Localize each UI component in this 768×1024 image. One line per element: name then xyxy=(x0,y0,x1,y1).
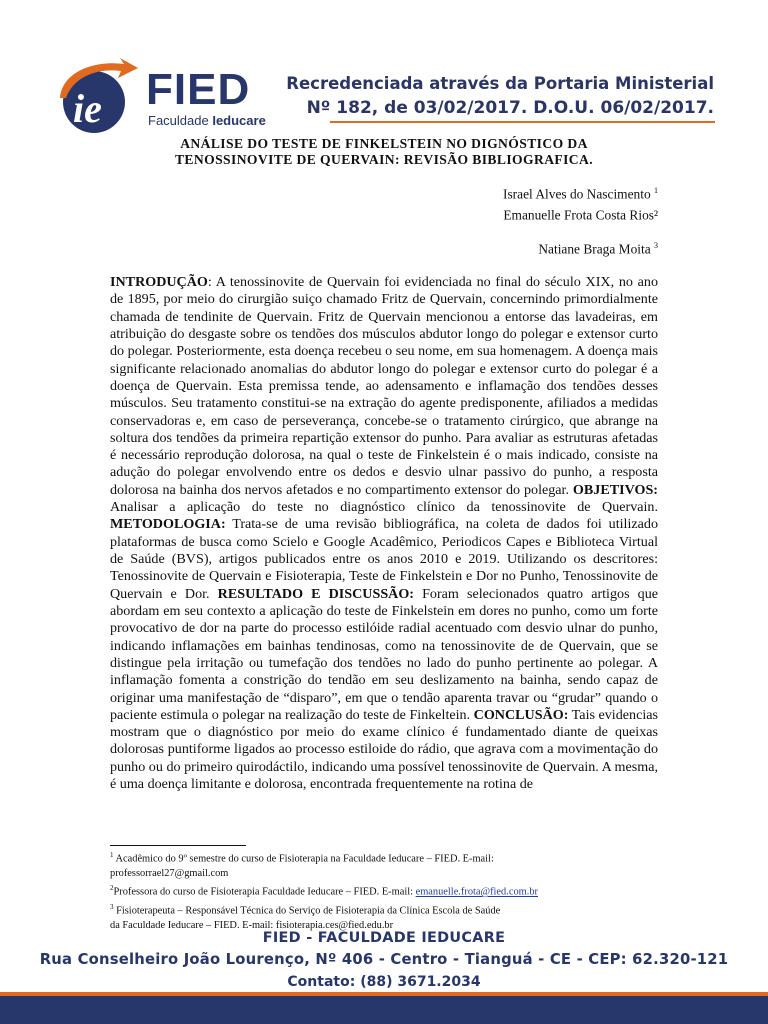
section-text-introducao: : A tenossinovite de Quervain foi evidenciada no final do século XIX, no ano de 1895, por meio do cirurgião suiço chamado Fritz de Quervain, concernindo primordialmente chamada de tendinite de Quervain. Fritz de Quervain mencionou a entorse das lavadeiras, em atribuição do desgaste sobre os tendões dos músculos abdutor longo do polegar e extensor curto do polegar. Posteriormente, esta doença recebeu o seu nome, em sua homenagem. A doença mais significante relacionado anomalias do abdutor longo do polegar e extensor curto do polegar é a doença de Quervain. Esta premissa tende, ao adensamento e inflamação dos tendões desses músculos. Seu tratamento constitui-se na extração do agente predisponente, afiliados a medidas conservadoras e, em caso de perseverança, concebe-se o tratamento cirúrgico, que abrange na soltura dos tendões da primeira repartição extensor do punho. Para avaliar as estruturas afetadas é necessário reprodução dolorosa, na qual o teste de Finkelstein é o mais indicado, consiste na adução do polegar envolvendo entre os dedos e desvio ulnar passivo do punho, a resposta dolorosa na bainha dos nervos afetados e no compartimento extensor do polegar. xyxy=(110,274,658,498)
logo-subtitle xyxy=(148,114,266,127)
section-heading-introducao: INTRODUÇÃO xyxy=(110,274,208,290)
section-heading-conclusao: CONCLUSÃO: xyxy=(473,706,569,723)
footnote-1-email: professorrael27@gmail.com xyxy=(110,867,229,879)
author-name: Israel Alves do Nascimento xyxy=(503,186,654,202)
abstract-body xyxy=(110,274,658,793)
header-divider xyxy=(330,121,715,123)
footer-contact: Contato: (88) 3671.2034 xyxy=(287,974,481,990)
footnotes xyxy=(110,848,670,933)
logo-subtitle-bold: Ieducare xyxy=(212,113,266,128)
fied-logo xyxy=(54,58,274,138)
footnote-3 xyxy=(110,900,670,919)
section-text-conclusao: Tais evidencias mostram que o diagnóstico por meio do exame clínico é fundamentado diante de queixas dolorosas puntiforme ligados ao processo estiloide do rádio, que agrava com a movimentação do punho ou do primeiro quirodáctilo, indicando uma possível tenossinovite de Quervain. A mesma, é uma doença limitante e dolorosa, encontrada frequentemente na rotina de xyxy=(110,706,658,793)
section-text-resultado: Foram selecionados quatro artigos que abordam em seu contexto a aplicação do teste de Finkelstein em dores no punho, como um forte provocativo de dor na parte do processo estilóide radial acentuado com desvio ulnar do punho, indicando inflamações em bainhas tendinosas, como na tenossinovite de de Quervain, que se distingue pela irritação ou tumefação dos tendões no lado do punho pertinente ao polegar. A inflamação fomenta a constrição do tendão em seu deslizamento na bainha, sendo capaz de originar uma manifestação de “disparo”, em que o tendão aparenta travar ou “grudar” quando o paciente estimula o polegar na realização do teste de Finkeltein. xyxy=(110,585,658,723)
author-list xyxy=(503,182,658,258)
accreditation-line-1: Recredenciada através da Portaria Ministerial xyxy=(286,74,714,93)
footnote-1 xyxy=(110,848,670,867)
footnote-text: Professora do curso de Fisioterapia Faculdade Ieducare – FIED. E-mail: xyxy=(113,886,416,898)
title-line-1: ANÁLISE DO TESTE DE FINKELSTEIN NO DIGNÓSTICO DA xyxy=(180,136,588,151)
article-title xyxy=(110,136,658,168)
section-heading-objetivos: OBJETIVOS: xyxy=(572,481,658,498)
author-name: Natiane Braga Moita xyxy=(538,241,654,257)
footnote-text: Acadêmico do 9º semestre do curso de Fisioterapia na Faculdade Ieducare – FIED. E-mail: xyxy=(113,853,494,865)
footer-institution: FIED - FACULDADE IEDUCARE xyxy=(262,930,506,946)
page-header xyxy=(0,0,768,140)
author-footnote-mark: 1 xyxy=(654,186,658,195)
author-name: Emanuelle Frota Costa Rios² xyxy=(503,207,658,223)
author-footnote-mark: 3 xyxy=(654,240,658,250)
footer-bar xyxy=(0,996,768,1024)
logo-mark-letters: ie xyxy=(73,86,102,131)
page-footer xyxy=(0,927,768,993)
footnote-2-email-link[interactable]: emanuelle.frota@fied.com.br xyxy=(415,886,538,898)
footnote-text: Fisioterapeuta – Responsável Técnica do Serviço de Fisioterapia da Clínica Escola de Saúde xyxy=(113,905,501,917)
footer-address-city: Tianguá - CE - CEP: 62.320-121 xyxy=(464,951,729,968)
logo-wordmark: FIED xyxy=(146,65,251,114)
footnote-mark: 1 xyxy=(110,851,114,859)
footnote-mark: 3 xyxy=(110,903,114,912)
section-heading-resultado: RESULTADO E DISCUSSÃO: xyxy=(217,585,414,602)
author xyxy=(503,237,658,258)
fied-logo-mark-icon xyxy=(54,58,140,138)
logo-subtitle-plain: Faculdade xyxy=(148,113,213,128)
section-text-objetivos: Analisar a aplicação do teste no diagnóstico clínico da tenossinovite de Quervain. xyxy=(110,499,658,516)
footnote-divider xyxy=(110,845,246,846)
section-text-metodologia: Trata-se de uma revisão bibliográfica, na coleta de dados foi utilizado plataformas de busca como Scielo e Google Acadêmico, Periodicos Capes e Biblioteca Virtual de Saúde (BVS), artigos publicados entre os anos 2010 e 2019. Utilizando os descritores: Tenossinovite de Quervain e Fisioterapia, Teste de Finkelstein e Dor no Punho, Tenossinovite de Quervain e Dor. xyxy=(110,516,658,602)
section-heading-metodologia: METODOLOGIA: xyxy=(110,516,226,533)
author xyxy=(503,182,658,203)
author xyxy=(503,203,658,224)
title-line-2: TENOSSINOVITE DE QUERVAIN: REVISÃO BIBLIOGRAFICA. xyxy=(174,152,594,167)
footer-address-street: Rua Conselheiro João Lourenço, Nº 406 - Centro - xyxy=(39,951,465,968)
accreditation-notice xyxy=(286,72,714,120)
footnote-2 xyxy=(110,881,670,900)
footnote-3-continuation: da Faculdade Ieducare – FIED. E-mail: fisioterapia.ces@fied.edu.br xyxy=(110,920,394,932)
accreditation-line-2: Nº 182, de 03/02/2017. D.O.U. 06/02/2017. xyxy=(306,98,714,118)
footnote-mark: 2 xyxy=(110,884,114,893)
footer-address xyxy=(0,949,768,971)
